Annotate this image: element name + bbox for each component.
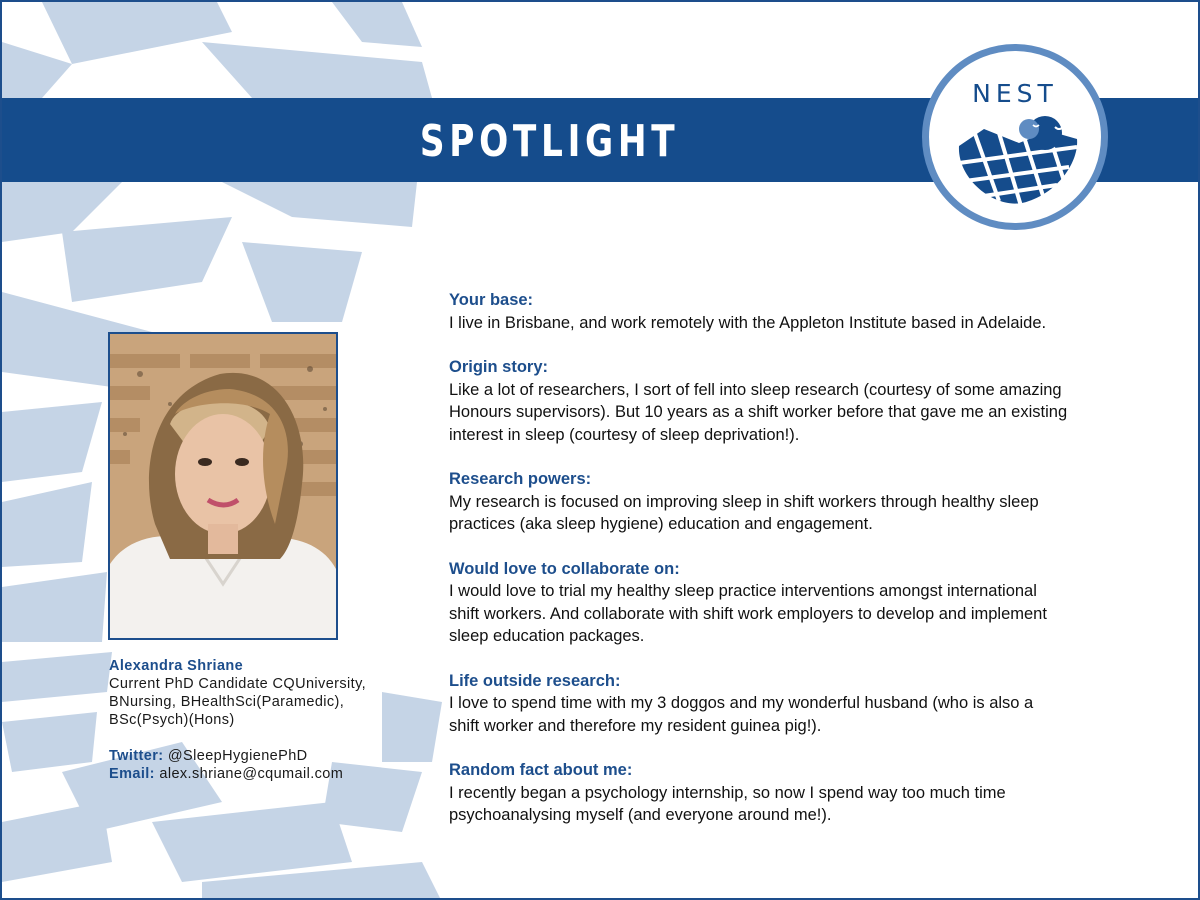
spotlight-content: [449, 289, 1149, 849]
profile-credential: Current PhD Candidate CQUniversity,: [109, 676, 367, 692]
profile-name: Alexandra Shriane: [109, 658, 244, 674]
section-body: I recently began a psychology internship, so now I spend way too much time psychoanalysing myself (and everyone around me!).: [449, 783, 1006, 824]
section-origin-story: [449, 356, 1149, 446]
section-body: Like a lot of researchers, I sort of fell into sleep research (courtesy of some amazing Honours supervisors). But 10 years as a shift worker before that gave me an existing interest in sleep (courtesy of sleep deprivation!).: [449, 380, 1068, 444]
section-life-outside: [449, 670, 1149, 738]
section-research-powers: [449, 468, 1149, 536]
twitter-label: Twitter:: [109, 748, 164, 764]
profile-credential: BNursing, BHealthSci(Paramedic),: [109, 694, 345, 710]
section-heading: Origin story:: [449, 358, 549, 376]
profile-credential: BSc(Psych)(Hons): [109, 712, 235, 728]
section-heading: Your base:: [449, 291, 534, 309]
twitter-handle[interactable]: @SleepHygienePhD: [167, 748, 308, 764]
section-your-base: [449, 289, 1149, 334]
banner-title: SPOTLIGHT: [419, 116, 680, 167]
section-random-fact: [449, 759, 1149, 827]
section-body: I live in Brisbane, and work remotely with the Appleton Institute based in Adelaide.: [449, 313, 1047, 332]
section-collaborate: [449, 558, 1149, 648]
section-body: My research is focused on improving sleep in shift workers through healthy sleep practices (aka sleep hygiene) education and engagement.: [449, 492, 1039, 533]
section-heading: Life outside research:: [449, 671, 621, 690]
email-address[interactable]: alex.shriane@cqumail.com: [159, 766, 344, 782]
email-line: [109, 765, 409, 783]
email-label: Email:: [109, 766, 155, 782]
section-heading: Random fact about me:: [449, 761, 633, 779]
twitter-line: [109, 747, 409, 765]
nest-logo: [922, 44, 1108, 230]
logo-text: NEST: [972, 79, 1058, 108]
section-body: I would love to trial my healthy sleep practice interventions amongst international shift workers. And collaborate with shift work employers to develop and implement sleep education packages.: [449, 582, 1047, 645]
profile-bio: [109, 657, 409, 783]
nest-bird-icon: [929, 51, 1101, 223]
section-body: I love to spend time with my 3 doggos and my wonderful husband (who is also a shift worker and therefore my resident guinea pig!).: [449, 694, 1034, 735]
section-heading: Would love to collaborate on:: [449, 559, 680, 578]
profile-photo: [108, 332, 338, 640]
section-heading: Research powers:: [449, 470, 592, 488]
